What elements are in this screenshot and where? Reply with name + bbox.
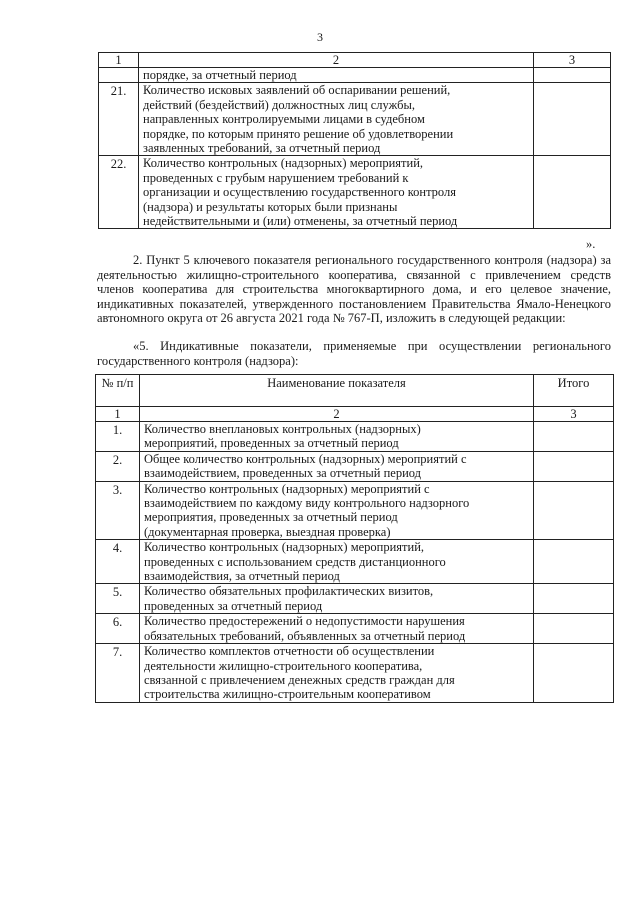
column-number-3: 3 [534, 53, 611, 68]
table-row [96, 540, 614, 584]
row-number: 6. [96, 614, 140, 644]
indicator-name [140, 614, 534, 644]
total-cell [534, 584, 614, 614]
total-cell [534, 481, 614, 540]
table-row [96, 584, 614, 614]
total-cell [534, 614, 614, 644]
table-row [99, 156, 611, 229]
indicator-name [140, 644, 534, 703]
table-row [96, 644, 614, 703]
indicator-name [139, 156, 534, 229]
indicator-line: действий (бездействий) должностных лиц службы, [143, 97, 415, 112]
table-row [96, 451, 614, 481]
column-number-3: 3 [534, 407, 614, 422]
indicator-line: (надзора) и результаты которых были признаны [143, 199, 398, 214]
column-header-total: Итого [534, 375, 614, 407]
indicator-line: направленных контролируемыми лицами в судебном [143, 112, 425, 127]
indicator-line: проведенных с грубым нарушением требований к [143, 170, 409, 185]
page-number: 3 [317, 30, 323, 44]
indicator-line: Количество предостережений о недопустимости нарушения [144, 614, 465, 629]
amendment-text: 2. Пункт 5 ключевого показателя регионального государственного контроля (надзора) за деятельностью жилищно-строительного кооператива, связанной с привлечением средств членов кооператива для строительства многоквартирного дома, и его целевое значение, индикативных показателей, утвержденного постановлением Правительства Ямало-Ненецкого автономного округа от 26 августа 2021 года № 767-П, изложить в следующей редакции: [97, 253, 611, 326]
continuation-text: порядке, за отчетный период [139, 68, 534, 83]
row-number: 22. [99, 156, 139, 229]
indicator-line: деятельности жилищно-строительного кооператива, [144, 658, 423, 673]
table-row [99, 68, 611, 83]
indicator-line: Количество внеплановых контрольных (надзорных) [144, 422, 421, 436]
row-number: 1. [96, 422, 140, 452]
column-number-1: 1 [96, 407, 140, 422]
indicator-line: мероприятия, проведенных за отчетный период [144, 510, 398, 525]
indicators-intro-text: «5. Индикативные показатели, применяемые при осуществлении регионального государственного контроля (надзора): [97, 339, 611, 368]
indicator-line: Количество комплектов отчетности об осуществлении [144, 644, 435, 659]
column-header-number: № п/п [96, 375, 140, 407]
indicators-table-continued [98, 52, 611, 229]
indicator-line: (документарная проверка, выездная проверка) [144, 524, 391, 539]
total-cell [534, 422, 614, 452]
indicator-line: заявленных требований, за отчетный период [143, 141, 381, 156]
table-row [96, 614, 614, 644]
indicator-name [140, 481, 534, 540]
column-header-name: Наименование показателя [140, 375, 534, 407]
indicator-line: взаимодействия, за отчетный период [144, 569, 340, 584]
indicator-line: взаимодействием по каждому виду контрольного надзорного [144, 496, 470, 511]
table-header-row [96, 375, 614, 407]
row-number: 21. [99, 83, 139, 156]
row-number: 3. [96, 481, 140, 540]
indicator-name [140, 451, 534, 481]
column-number-2: 2 [140, 407, 534, 422]
indicator-line: проведенных за отчетный период [144, 598, 323, 613]
indicator-line: Количество исковых заявлений об оспаривании решений, [143, 83, 451, 98]
indicator-name [140, 540, 534, 584]
table-row [99, 83, 611, 156]
indicator-line: строительства жилищно-строительным кооперативом [144, 687, 431, 702]
amendment-paragraph [97, 253, 611, 326]
row-number: 7. [96, 644, 140, 703]
indicator-line: организации и осуществлению государственного контроля [143, 185, 457, 200]
indicator-name [140, 422, 534, 452]
indicative-indicators-table [95, 374, 614, 703]
total-cell [534, 156, 611, 229]
indicator-line: Общее количество контрольных (надзорных) мероприятий с [144, 451, 467, 466]
indicator-line: мероприятий, проведенных за отчетный период [144, 436, 399, 451]
indicator-line: Количество обязательных профилактических визитов, [144, 584, 434, 599]
row-number: 4. [96, 540, 140, 584]
indicator-line: проведенных с использованием средств дистанционного [144, 554, 446, 569]
row-number: 2. [96, 451, 140, 481]
indicator-name [140, 584, 534, 614]
indicator-line: Количество контрольных (надзорных) мероприятий, [144, 540, 425, 555]
total-cell [534, 644, 614, 703]
indicator-line: взаимодействием, проведенных за отчетный период [144, 466, 422, 481]
closing-quote: ». [586, 237, 596, 251]
row-number: 5. [96, 584, 140, 614]
indicator-line: Количество контрольных (надзорных) мероприятий, [143, 156, 424, 171]
table-row [96, 481, 614, 540]
table-row [96, 422, 614, 452]
indicator-line: Количество контрольных (надзорных) мероприятий с [144, 481, 430, 496]
total-cell [534, 83, 611, 156]
indicators-intro-paragraph [97, 339, 611, 368]
indicator-line: порядке, по которым принято решение об удовлетворении [143, 126, 454, 141]
column-number-2: 2 [139, 53, 534, 68]
column-number-1: 1 [99, 53, 139, 68]
total-cell [534, 540, 614, 584]
indicator-line: недействительными и (или) отменены, за отчетный период [143, 214, 458, 229]
indicator-line: связанной с привлечением денежных средств граждан для [144, 672, 455, 687]
column-numbering-row [96, 407, 614, 422]
total-cell [534, 451, 614, 481]
table-header-row [99, 53, 611, 68]
indicator-line: обязательных требований, объявленных за отчетный период [144, 628, 466, 643]
indicator-name [139, 83, 534, 156]
